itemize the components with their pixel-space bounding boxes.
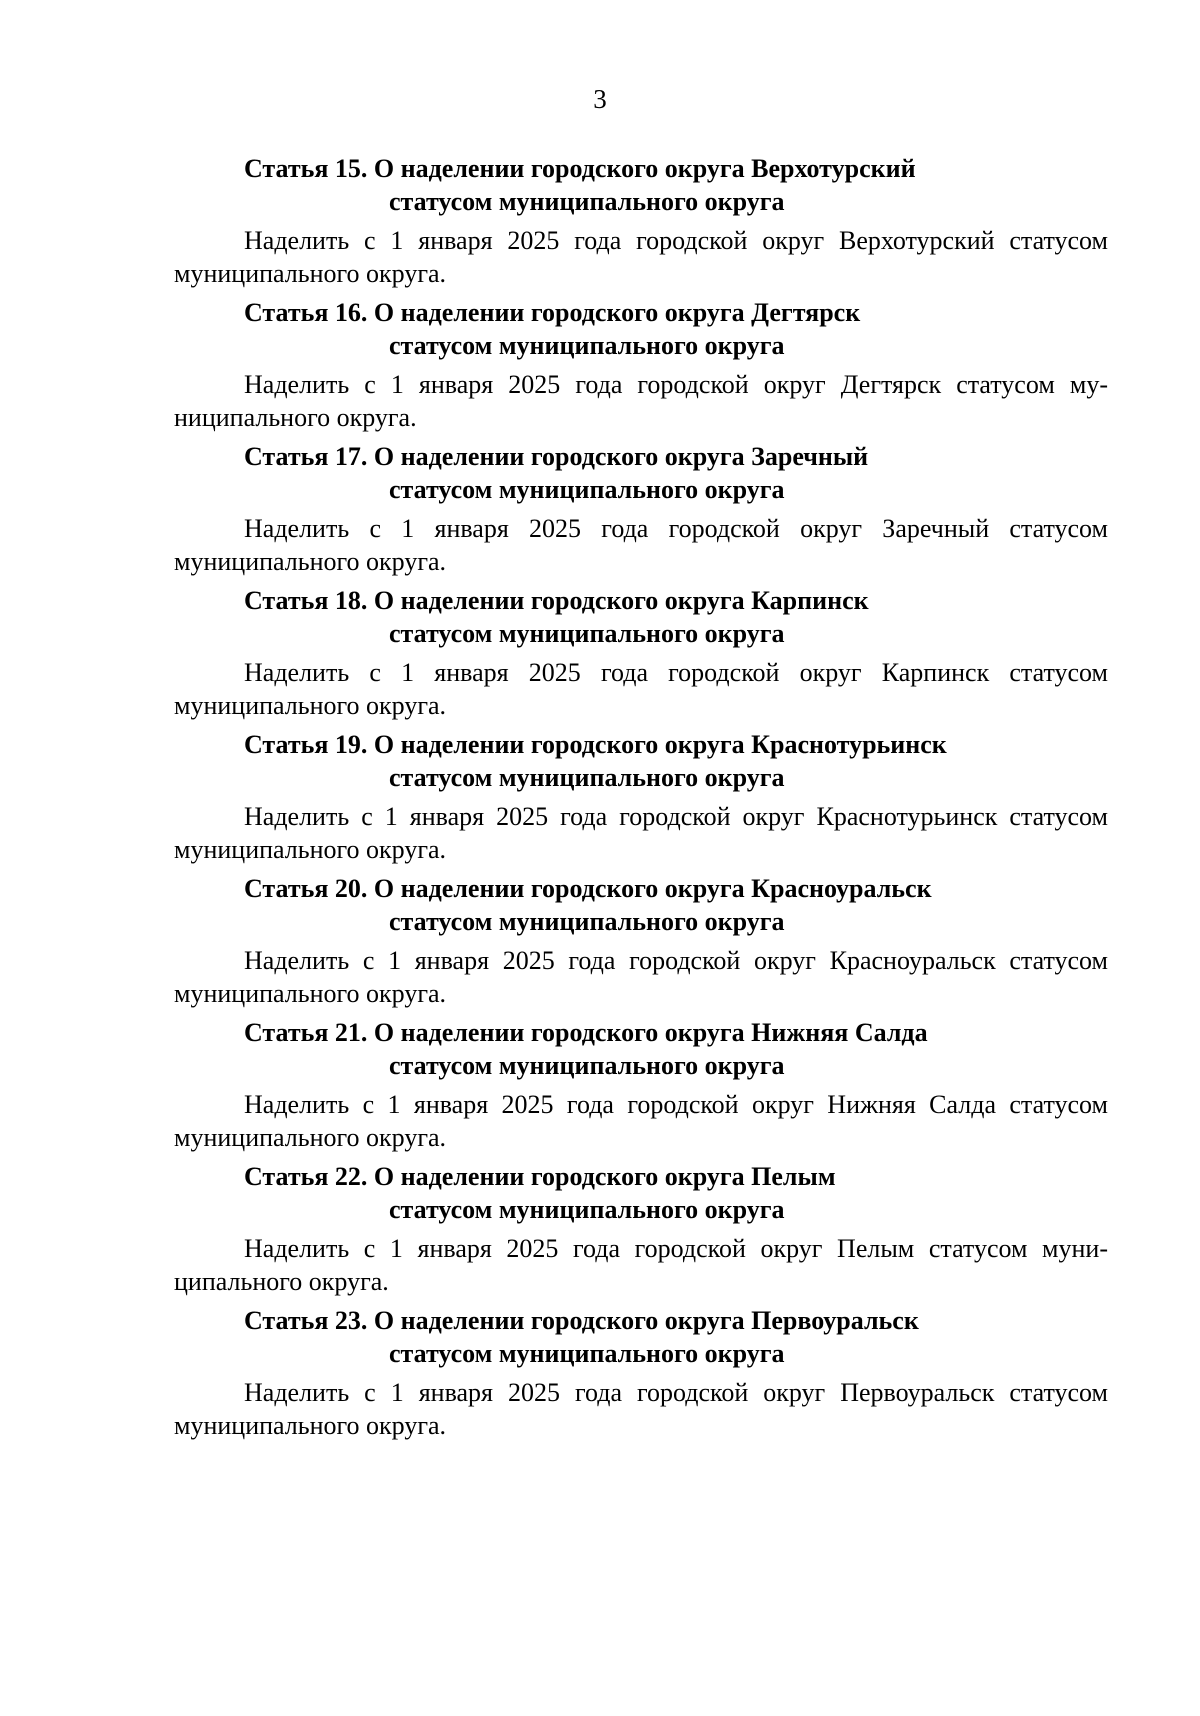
article-body: Наделить с 1 января 2025 года городской округ Краснотурьинск статусом муниципального округа. bbox=[174, 802, 1108, 864]
article-heading bbox=[174, 584, 1108, 650]
article-heading bbox=[174, 1160, 1108, 1226]
article-body: Наделить с 1 января 2025 года городской округ Верхотурский статусом муниципального округа. bbox=[174, 226, 1108, 288]
article-heading-line1: Статья 21. О наделении городского округа Нижняя Салда bbox=[244, 1018, 928, 1047]
article-body: Наделить с 1 января 2025 года городской округ Красноуральск статусом муниципального округа. bbox=[174, 946, 1108, 1008]
article-heading bbox=[174, 872, 1108, 938]
article-heading-line2: статусом муниципального округа bbox=[389, 475, 785, 504]
article-body: Наделить с 1 января 2025 года городской округ Карпинск статусом муниципального округа. bbox=[174, 658, 1108, 720]
page-number: 3 bbox=[593, 84, 607, 114]
article-body: Наделить с 1 января 2025 года городской округ Первоуральск статусом муниципального округа. bbox=[174, 1378, 1108, 1440]
article-heading-line1: Статья 15. О наделении городского округа Верхотурский bbox=[244, 154, 916, 183]
article-heading-line2: статусом муниципального округа bbox=[389, 619, 785, 648]
article-heading-line1: Статья 23. О наделении городского округа Первоуральск bbox=[244, 1306, 919, 1335]
article-17 bbox=[174, 440, 1108, 578]
article-heading-line1: Статья 19. О наделении городского округа Краснотурьинск bbox=[244, 730, 947, 759]
article-16 bbox=[174, 296, 1108, 434]
article-heading-line2: статусом муниципального округа bbox=[389, 763, 785, 792]
article-18 bbox=[174, 584, 1108, 722]
article-heading-line1: Статья 16. О наделении городского округа Дегтярск bbox=[244, 298, 861, 327]
article-heading-line1: Статья 18. О наделении городского округа Карпинск bbox=[244, 586, 869, 615]
article-heading bbox=[174, 296, 1108, 362]
article-21 bbox=[174, 1016, 1108, 1154]
article-heading bbox=[174, 1016, 1108, 1082]
article-body: Наделить с 1 января 2025 года городской округ Дегтярск статусом муниципального округа. bbox=[174, 370, 1108, 432]
article-22 bbox=[174, 1160, 1108, 1298]
article-heading bbox=[174, 1304, 1108, 1370]
article-body: Наделить с 1 января 2025 года городской округ Пелым статусом муниципального округа. bbox=[174, 1234, 1108, 1296]
article-15 bbox=[174, 152, 1108, 290]
article-heading-line2: статусом муниципального округа bbox=[389, 331, 785, 360]
article-heading bbox=[174, 440, 1108, 506]
article-23 bbox=[174, 1304, 1108, 1442]
article-19 bbox=[174, 728, 1108, 866]
article-heading-line2: статусом муниципального округа bbox=[389, 907, 785, 936]
article-heading-line2: статусом муниципального округа bbox=[389, 187, 785, 216]
article-20 bbox=[174, 872, 1108, 1010]
articles-list bbox=[174, 152, 1108, 1442]
article-heading-line1: Статья 22. О наделении городского округа Пелым bbox=[244, 1162, 836, 1191]
article-heading-line1: Статья 17. О наделении городского округа Заречный bbox=[244, 442, 869, 471]
article-heading-line2: статусом муниципального округа bbox=[389, 1051, 785, 1080]
article-heading-line2: статусом муниципального округа bbox=[389, 1195, 785, 1224]
article-body: Наделить с 1 января 2025 года городской округ Нижняя Салда статусом муниципального округа. bbox=[174, 1090, 1108, 1152]
article-heading-line2: статусом муниципального округа bbox=[389, 1339, 785, 1368]
article-heading bbox=[174, 152, 1108, 218]
article-heading-line1: Статья 20. О наделении городского округа Красноуральск bbox=[244, 874, 932, 903]
article-heading bbox=[174, 728, 1108, 794]
article-body: Наделить с 1 января 2025 года городской округ Заречный статусом муниципального округа. bbox=[174, 514, 1108, 576]
